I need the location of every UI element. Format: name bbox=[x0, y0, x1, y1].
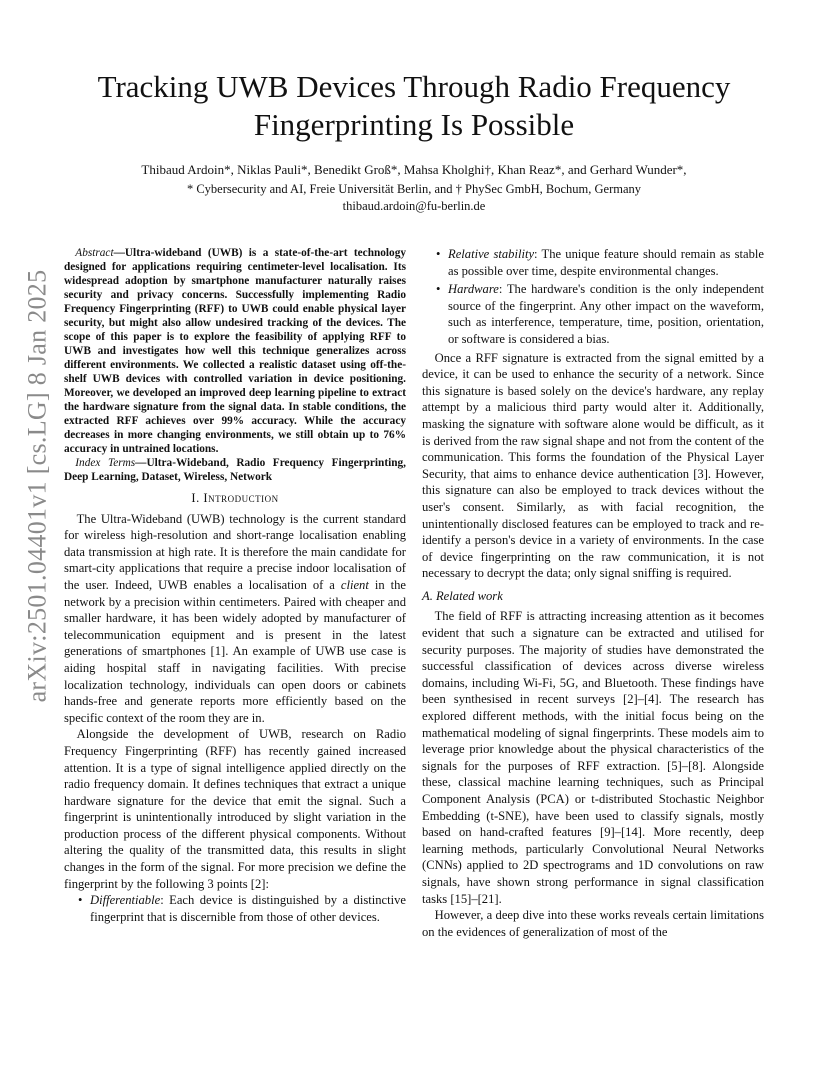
intro-paragraph-2: Alongside the development of UWB, research on Radio Frequency Fingerprinting (RFF) has recently gained increased attention. It is a type of signal intelligence applied directly on the radio frequency domain. It defines techniques that extract a unique hardware signature for the device that emit the signal. Such a fingerprint is unintentionally introduced by slight variation in the production process of the different physical components. Without altering the quality of the transmitted data, this results in slight changes in the form of the signal. For more precision we define the fingerprint by the following 3 points [2]: bbox=[64, 727, 406, 891]
intro-paragraph-3: Once a RFF signature is extracted from the signal emitted by a device, it can be used to enhance the security of a network. Since this signature is based solely on the device's hardware, any replay attempt by a malicious third party would alter it. Additionally, masking the signature with software alone would be difficult, as it is derived from the raw signal shape and not from the content of the communication. This forms the foundation of the Physical Layer Security, that aims to enhance device authentication [3]. However, this signature can also be employed to track devices without the user's consent. Similarly, as with facial recognition, the unintentionally disclosed features can be employed to track and re-identify a person's device in a variety of environments. In the case of device fingerprinting on the raw communication, it is not necessary to decrypt the data; only signal sniffing is required. bbox=[422, 350, 764, 581]
arxiv-side-stamp bbox=[14, 269, 60, 703]
index-terms-text: —Ultra-Wideband, Radio Frequency Fingerprinting, Deep Learning, Dataset, Wireless, Network bbox=[64, 457, 406, 483]
index-terms bbox=[64, 456, 406, 484]
list-item bbox=[448, 281, 764, 347]
criterion-term: Differentiable bbox=[90, 893, 161, 908]
left-column bbox=[64, 246, 406, 927]
fingerprint-criteria-list-continued bbox=[422, 246, 764, 348]
criterion-term: Hardware bbox=[448, 282, 499, 297]
subsection-heading-related-work: A. Related work bbox=[422, 588, 503, 603]
related-work-paragraph-2: However, a deep dive into these works reveals certain limitations on the evidences of generalization of most of the bbox=[422, 908, 764, 939]
section-title-text: Introduction bbox=[203, 491, 279, 505]
abstract bbox=[64, 246, 406, 456]
intro-p1-part-a: The Ultra-Wideband (UWB) technology is the current standard for wireless high-resolution and short-range localisation enabling data transmission at high rate. It is therefore the main candidate for smart-city applications that require a precise indoor localisation of the user. Indeed, UWB enables a localisation of a bbox=[64, 511, 406, 592]
criterion-text: : The hardware's condition is the only independent source of the fingerprint. Any other impact on the waveform, such as interference, temperature, time, position, orientation, or software is considered a bias. bbox=[448, 282, 764, 346]
criterion-text: : Each device is distinguished by a distinctive fingerprint that is discernible from those of other devices. bbox=[90, 893, 406, 924]
fingerprint-criteria-list bbox=[64, 892, 406, 925]
criterion-term: Relative stability bbox=[448, 247, 535, 261]
intro-p1-emphasis: client bbox=[340, 577, 369, 592]
arxiv-identifier: arXiv:2501.04401v1 [cs.LG] 8 Jan 2025 bbox=[22, 269, 51, 703]
list-item bbox=[90, 892, 406, 925]
affiliations: * Cybersecurity and AI, Freie Universität Berlin, and † PhySec GmbH, Bochum, Germany bbox=[186, 182, 642, 196]
abstract-text: —Ultra-wideband (UWB) is a state-of-the-art technology designed for applications requiring centimeter-level localisation. Its widespread adoption by smartphone manufacturer naturally raises security and privacy concerns. Successfully implementing Radio Frequency Fingerprinting (RFF) to UWB could enable physical layer security, but might also allow undesired tracking of the devices. The scope of this paper is to explore the feasibility of applying RFF to UWB and investigates how well this technique generalizes across different environments. We collected a realistic dataset using off-the-shelf UWB devices with controlled variation in device positioning. Moreover, we developed an improved deep learning pipeline to extract the hardware signature from the signal data. In stable conditions, the extracted RFF achieves over 99% accuracy. While the accuracy decreases in more changing environments, we still obtain up to 76% accuracy in untrained locations. bbox=[64, 247, 406, 455]
paper-title: Tracking UWB Devices Through Radio Frequency Fingerprinting Is Possible bbox=[97, 69, 731, 142]
section-heading-introduction bbox=[64, 490, 406, 507]
abstract-label: Abstract bbox=[75, 247, 114, 259]
index-terms-label: Index Terms bbox=[75, 457, 136, 469]
contact-email: thibaud.ardoin@fu-berlin.de bbox=[342, 199, 486, 213]
section-number: I. bbox=[191, 491, 200, 505]
related-work-paragraph-1: The field of RFF is attracting increasing attention as it becomes evident that such a signature can be extracted and utilised for security purposes. The majority of studies have demonstrated the successful classification of devices across diverse wireless domains, including Wi-Fi, 5G, and Bluetooth. These findings have been synthesised in recent surveys [2]–[4]. The research has explored different methods, with the initial focus being on the mathematical modeling of signal fingerprints. These models aim to leverage prior knowledge about the physical characteristics of the signals for the purposes of RFF extraction. [5]–[8]. Alongside these, classical machine learning techniques, such as Principal Component Analysis (PCA) or t-distributed Stochastic Neighbor Embedding (t-SNE), have been used to classify signals, mostly based on hand-crafted features [9]–[14]. More recently, deep learning methods, particularly Convolutional Neural Networks (CNNs) applied to 2D spectrograms and 1D convolutions on raw signals, have shown strong performance in signal classification tasks [15]–[21]. bbox=[422, 609, 764, 906]
right-column bbox=[422, 246, 764, 940]
criterion-text: : The unique feature should remain as stable as possible over time, despite environmental changes. bbox=[448, 247, 764, 278]
list-item bbox=[448, 246, 764, 279]
intro-paragraph-1 bbox=[64, 511, 406, 727]
author-list: Thibaud Ardoin*, Niklas Pauli*, Benedikt Groß*, Mahsa Kholghi†, Khan Reaz*, and Gerhard Wunder*, bbox=[141, 162, 687, 177]
intro-p1-part-b: in the network by a precision within centimeters. Paired with cheaper and smaller hardware, it has been widely adopted by manufacturer of telecommunication equipment and is present in the latest generations of smartphones [1]. An example of UWB use case is aiding hospital staff in navigating facilities. With precise localization technology, individuals can open doors or cabinets hands-free and generate reports more efficiently based on the specific context of the room they are in. bbox=[64, 577, 406, 725]
